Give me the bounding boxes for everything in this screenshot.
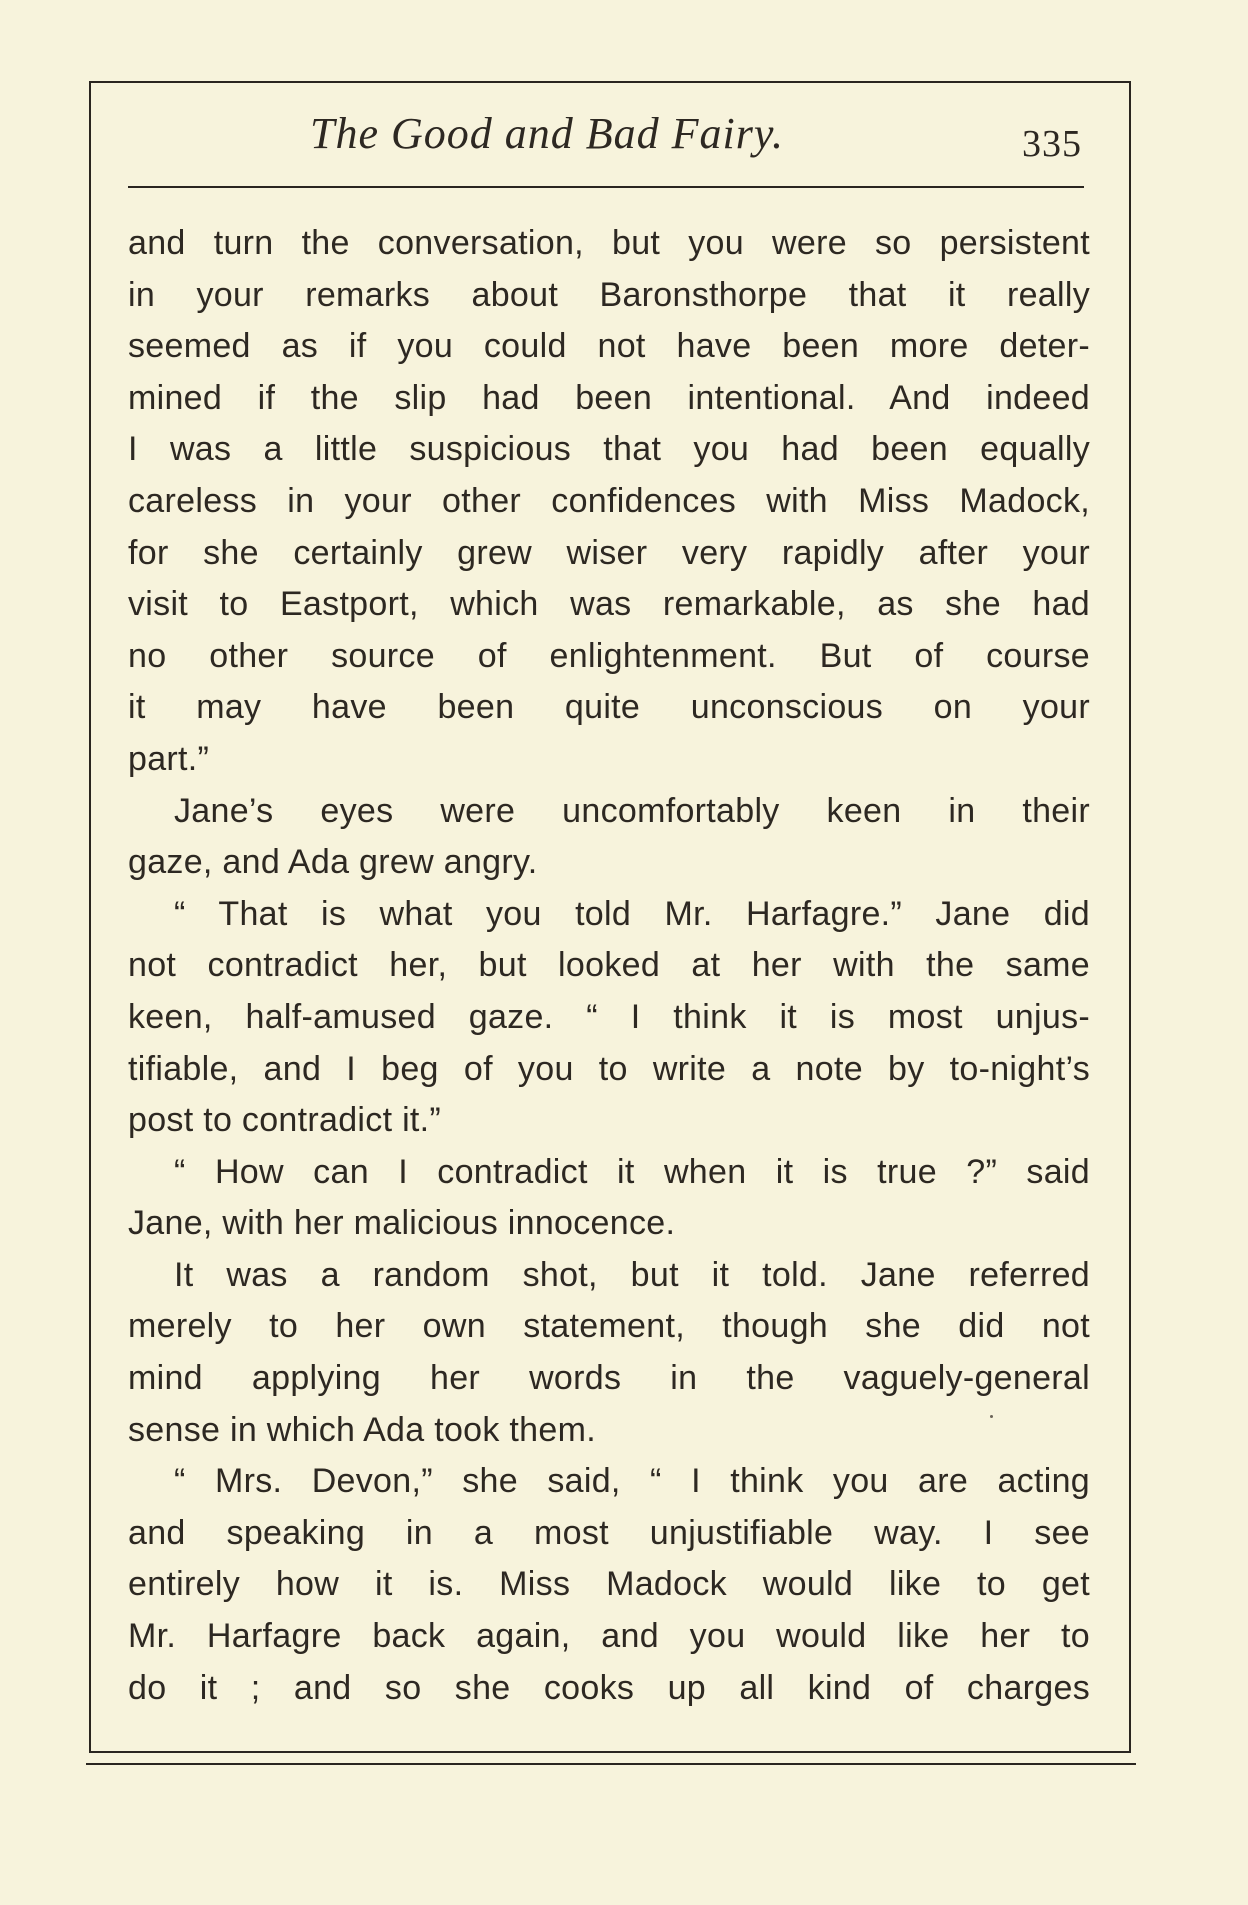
text-line: not contradict her, but looked at her with the same xyxy=(128,946,1090,985)
text-line: Mr. Harfagre back again, and you would like her to xyxy=(128,1617,1090,1656)
text-line: sense in which Ada took them. xyxy=(128,1410,596,1449)
text-line: seemed as if you could not have been more deter- xyxy=(128,327,1090,366)
text-line: it may have been quite unconscious on your xyxy=(128,688,1090,727)
text-line: mind applying her words in the vaguely-general xyxy=(128,1359,1090,1398)
text-line: It was a random shot, but it told. Jane referred xyxy=(174,1255,1090,1294)
text-line: careless in your other confidences with Miss Madock, xyxy=(128,481,1090,520)
text-line: entirely how it is. Miss Madock would like to get xyxy=(128,1565,1090,1604)
text-line: merely to her own statement, though she did not xyxy=(128,1307,1090,1346)
text-line: gaze, and Ada grew angry. xyxy=(128,843,538,882)
print-speck xyxy=(990,1415,993,1418)
page-number: 335 xyxy=(1022,123,1082,165)
text-line: I was a little suspicious that you had been equally xyxy=(128,430,1090,469)
text-line: no other source of enlightenment. But of course xyxy=(128,636,1090,675)
body-text xyxy=(128,218,1090,1714)
text-line: and turn the conversation, but you were so persistent xyxy=(128,224,1090,262)
text-line: and speaking in a most unjustifiable way. I see xyxy=(128,1513,1090,1552)
text-line: “ That is what you told Mr. Harfagre.” Jane did xyxy=(174,894,1090,933)
header-rule xyxy=(128,186,1084,188)
page-header xyxy=(0,108,1248,168)
text-line: visit to Eastport, which was remarkable, as she had xyxy=(128,585,1090,624)
text-line: “ Mrs. Devon,” she said, “ I think you are acting xyxy=(174,1462,1090,1501)
text-line: do it ; and so she cooks up all kind of charges xyxy=(128,1668,1090,1707)
text-line: mined if the slip had been intentional. And indeed xyxy=(128,378,1090,417)
text-line: “ How can I contradict it when it is true ?” said xyxy=(174,1152,1090,1191)
bottom-rule xyxy=(86,1763,1136,1765)
text-line: keen, half-amused gaze. “ I think it is most unjus- xyxy=(128,997,1090,1036)
text-line: post to contradict it.” xyxy=(128,1101,442,1140)
running-title: The Good and Bad Fairy. xyxy=(310,109,784,158)
text-line: Jane’s eyes were uncomfortably keen in their xyxy=(174,791,1090,830)
text-line: for she certainly grew wiser very rapidly after your xyxy=(128,533,1090,572)
text-line: Jane, with her malicious innocence. xyxy=(128,1204,676,1243)
text-line: part.” xyxy=(128,739,210,778)
text-line: in your remarks about Baronsthorpe that it really xyxy=(128,275,1090,314)
text-line: tifiable, and I beg of you to write a note by to-night’s xyxy=(128,1049,1090,1088)
